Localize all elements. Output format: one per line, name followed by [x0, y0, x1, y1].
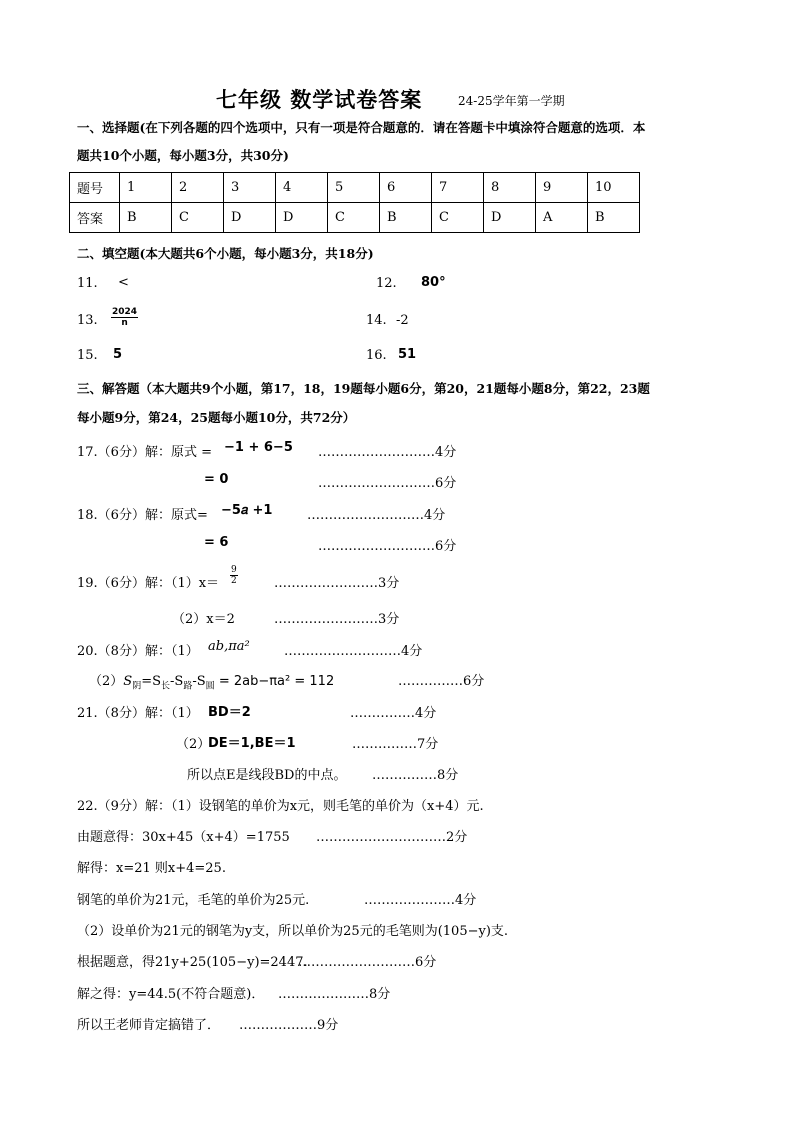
q20-sub-circle: 圆: [205, 681, 215, 692]
q20-sub-shadow: 阴: [132, 681, 142, 692]
q15-number: 15.: [77, 348, 98, 363]
table-cell: 8: [484, 173, 536, 203]
q20-expr2: = 2ab−πa² = 112: [218, 674, 335, 689]
q19-prefix: 19.（6分）解：（1）x＝: [77, 576, 220, 591]
q13-answer-fraction: [111, 307, 138, 328]
q14-answer: -2: [396, 313, 409, 328]
q21-score2: ……………7分: [352, 737, 439, 752]
q12-number: 12.: [376, 276, 397, 291]
q15-answer: 5: [113, 347, 123, 362]
q21-expr1: BD＝2: [208, 705, 251, 720]
table-cell-label: 答案: [70, 203, 120, 233]
table-cell: 10: [588, 173, 640, 203]
q17-score1: ………………………4分: [318, 445, 457, 460]
q20-score1: ………………………4分: [284, 644, 423, 659]
q22-line7: 解之得：y=44.5(不符合题意)．: [77, 987, 265, 1002]
q20-minus1: -S: [170, 674, 184, 689]
q17-expr2: = 0: [204, 472, 229, 487]
table-cell: 1: [120, 173, 172, 203]
table-cell: D: [224, 203, 276, 233]
q21-prefix: 21.（8分）解：（1）: [77, 706, 199, 721]
table-cell: B: [588, 203, 640, 233]
q20-prefix: 20.（8分）解：（1）: [77, 644, 199, 659]
q22-line5: （2）设单价为21元的钢笔为y支，所以单价为25元的毛笔则为(105−y)支.: [77, 924, 509, 939]
q22-line4: 钢笔的单价为21元，毛笔的单价为25元.: [77, 893, 310, 908]
table-row-answers: [70, 203, 640, 233]
q21-part2-label: （2）: [176, 737, 211, 752]
q20-sub-rect: 长: [161, 681, 171, 692]
q21-score3: ……………8分: [372, 768, 459, 783]
q22-score2: …………………………2分: [316, 830, 468, 845]
q18-score2: ………………………6分: [318, 539, 457, 554]
page-subtitle: 24-25学年第一学期: [458, 94, 565, 108]
table-cell: 3: [224, 173, 276, 203]
q20-part2-label: （2）: [89, 674, 124, 689]
q22-line6: 根据题意，得21y+25(105−y)=2447.: [77, 955, 308, 970]
q19-denominator: 2: [231, 576, 237, 586]
q19-part2: （2）x＝2: [172, 612, 235, 627]
q11-answer: <: [118, 275, 129, 290]
q22-line3: 解得：x=21 则x+4=25.: [77, 861, 226, 876]
q19-numerator: 9: [231, 565, 237, 575]
q20-part2-expression: [89, 670, 334, 692]
q18-expr2: = 6: [204, 535, 229, 550]
section3-heading-line1: 三、解答题（本大题共9个小题，第17，18，19题每小题6分，第20，21题每小题8分，第22，23题: [77, 381, 650, 396]
q20-sub-road: 路: [183, 681, 193, 692]
q20-minus2: -S: [192, 674, 206, 689]
q20-s: S: [123, 674, 133, 689]
q22-score8: ………………9分: [239, 1018, 339, 1033]
q16-answer: 51: [398, 347, 417, 362]
table-row-questions: [70, 173, 640, 203]
table-cell: C: [328, 203, 380, 233]
table-cell: D: [276, 203, 328, 233]
table-cell: 7: [432, 173, 484, 203]
q18-prefix: 18.（6分）解：原式=: [77, 508, 208, 523]
q11-number: 11.: [77, 276, 98, 291]
q22-score6: ………………………6分: [298, 955, 437, 970]
q17-expr1: −1 + 6−5: [224, 440, 293, 455]
q16-number: 16.: [366, 348, 387, 363]
q22-line8: 所以王老师肯定搞错了．: [77, 1018, 221, 1033]
table-cell: 2: [172, 173, 224, 203]
q20-eq: =S: [141, 674, 162, 689]
section2-heading: 二、填空题(本大题共6个小题，每小题3分，共18分): [77, 246, 374, 261]
q19-fraction: [230, 565, 238, 586]
table-cell: 6: [380, 173, 432, 203]
table-cell: B: [120, 203, 172, 233]
q22-score4: …………………4分: [364, 893, 477, 908]
table-cell: 5: [328, 173, 380, 203]
q20-score2: ……………6分: [398, 674, 485, 689]
q21-score1: ……………4分: [350, 706, 437, 721]
answer-table: [69, 172, 640, 233]
q13-numerator: 2024: [112, 307, 138, 317]
q21-expr2: DE＝1,BE＝1: [208, 736, 296, 751]
table-cell: C: [432, 203, 484, 233]
q17-score2: ………………………6分: [318, 476, 457, 491]
section1-heading-line2: 题共10个小题，每小题3分，共30分): [77, 148, 289, 163]
q22-line2: 由题意得：30x+45（x+4）=1755: [77, 830, 290, 845]
q12-answer: 80°: [421, 275, 446, 290]
q13-number: 13.: [77, 313, 98, 328]
table-cell-label: 题号: [70, 173, 120, 203]
q18-expr1: −5𝑎 +1: [221, 503, 273, 518]
q22-line1: 22.（9分）解：（1）设钢笔的单价为x元，则毛笔的单价为（x+4）元.: [77, 799, 484, 814]
table-cell: C: [172, 203, 224, 233]
q17-prefix: 17.（6分）解：原式 =: [77, 445, 212, 460]
table-cell: 4: [276, 173, 328, 203]
q22-score7: …………………8分: [278, 987, 391, 1002]
q19-score1: ……………………3分: [274, 576, 400, 591]
section1-heading-line1: 一、选择题(在下列各题的四个选项中，只有一项是符合题意的．请在答题卡中填涂符合题意的选项．本: [77, 120, 646, 135]
q14-number: 14.: [366, 313, 387, 328]
q20-expr1: ab,πa²: [208, 639, 250, 654]
q21-conclusion: 所以点E是线段BD的中点。: [187, 768, 347, 783]
q19-score2: ……………………3分: [274, 612, 400, 627]
q18-score1: ………………………4分: [307, 508, 446, 523]
table-cell: 9: [536, 173, 588, 203]
table-cell: B: [380, 203, 432, 233]
table-cell: A: [536, 203, 588, 233]
section3-heading-line2: 每小题9分，第24，25题每小题10分，共72分）: [77, 410, 356, 425]
page-title: 七年级 数学试卷答案: [216, 87, 423, 112]
q13-denominator: n: [121, 318, 128, 328]
table-cell: D: [484, 203, 536, 233]
